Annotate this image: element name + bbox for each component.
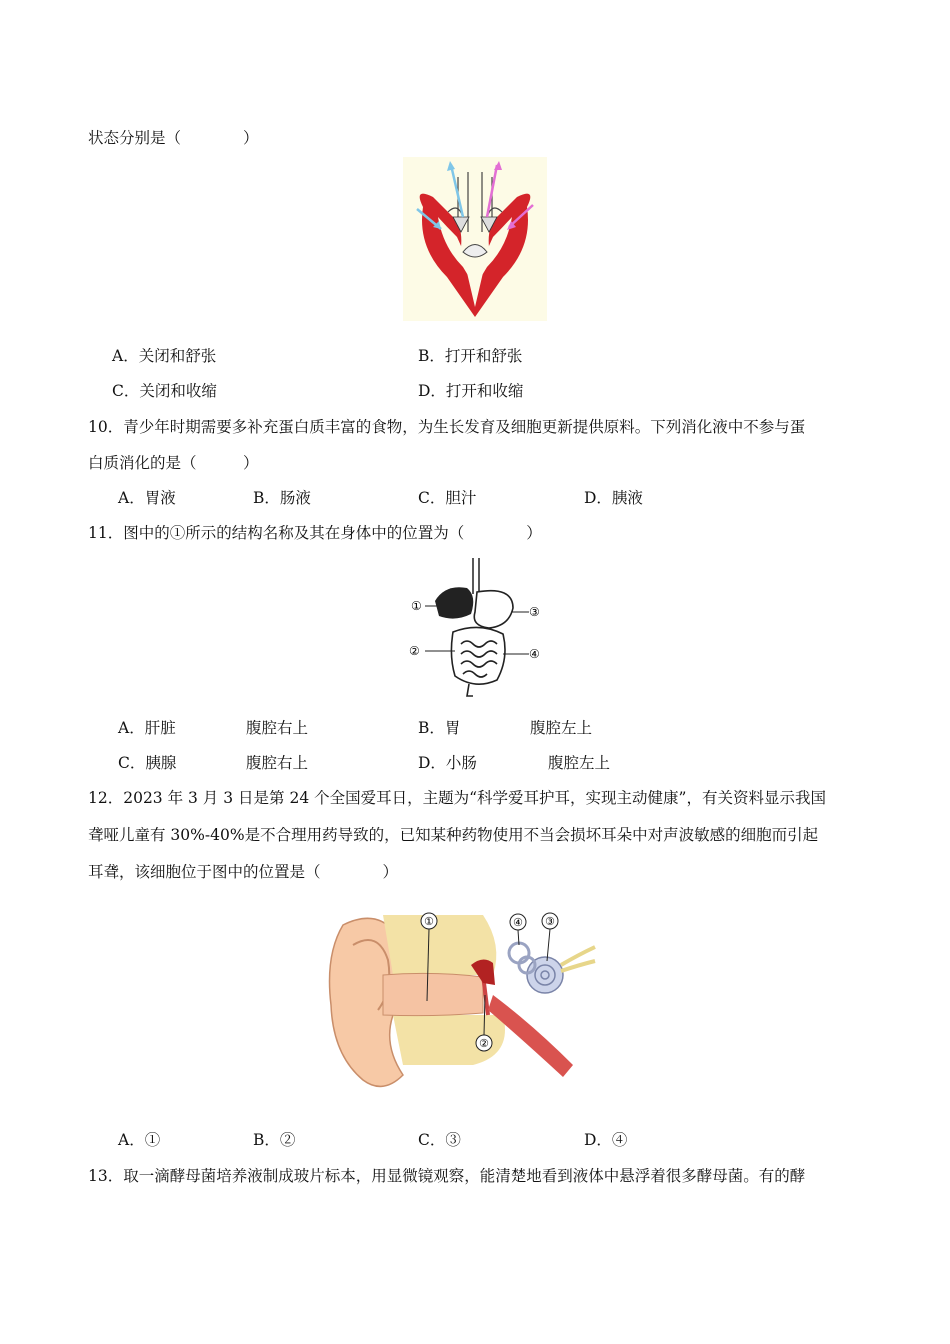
q12-label-3: ③ [545, 915, 555, 928]
q12-line2: 聋哑儿童有 30%-40%是不合理用药导致的，已知某种药物使用不当会损坏耳朵中对声波敏感的细胞而引起 [88, 826, 819, 844]
ear-diagram [323, 905, 598, 1095]
q9-option-d[interactable]: D．打开和收缩 [418, 382, 524, 400]
q12-option-d[interactable]: D．④ [584, 1131, 628, 1149]
q11-option-d-label: D．小肠 [418, 754, 477, 772]
q11-label-4: ④ [529, 647, 540, 661]
q9-option-a[interactable]: A．关闭和舒张 [112, 347, 217, 365]
heart-diagram [403, 157, 547, 321]
q12-line3: 耳聋，该细胞位于图中的位置是（ ） [88, 863, 399, 881]
q12-label-1: ① [424, 915, 434, 928]
q11-option-c-position: 腹腔右上 [246, 754, 309, 772]
q11-option-d[interactable] [418, 753, 477, 773]
q10-option-a[interactable]: A．胃液 [118, 489, 176, 507]
q10-option-b[interactable]: B．肠液 [253, 489, 311, 507]
q11-option-d-position: 腹腔左上 [548, 754, 611, 772]
q9-option-c[interactable]: C．关闭和收缩 [112, 382, 217, 400]
q13-line1: 13．取一滴酵母菌培养液制成玻片标本，用显微镜观察，能清楚地看到液体中悬浮着很多酵母菌。有的酵 [88, 1167, 806, 1185]
q11-label-1: ① [411, 599, 422, 613]
q11-label-3: ③ [529, 605, 540, 619]
q12-line1: 12．2023 年 3 月 3 日是第 24 个全国爱耳日，主题为“科学爱耳护耳，实现主动健康”，有关资料显示我国 [88, 789, 826, 807]
q9-stem: 状态分别是（ ） [88, 129, 259, 147]
digestive-system-diagram [405, 556, 550, 701]
q11-label-2: ② [409, 644, 420, 658]
q10-option-d[interactable]: D．胰液 [584, 489, 643, 507]
q12-option-a[interactable]: A．① [118, 1131, 161, 1149]
q11-option-a-label: A．肝脏 [118, 719, 176, 737]
q11-option-b-label: B．胃 [418, 719, 461, 737]
q10-line2: 白质消化的是（ ） [88, 454, 259, 472]
q11-option-a[interactable] [118, 718, 176, 738]
q11-option-a-position: 腹腔右上 [246, 719, 309, 737]
q12-option-b[interactable]: B．② [253, 1131, 296, 1149]
q11-option-b[interactable] [418, 718, 460, 738]
q10-line1: 10．青少年时期需要多补充蛋白质丰富的食物，为生长发育及细胞更新提供原料。下列消化液中不参与蛋 [88, 418, 806, 436]
q10-option-c[interactable]: C．胆汁 [418, 489, 477, 507]
q11-line1: 11．图中的①所示的结构名称及其在身体中的位置为（ ） [88, 524, 542, 542]
q11-option-c[interactable] [118, 753, 176, 773]
q12-option-c[interactable]: C．③ [418, 1131, 461, 1149]
q12-label-4: ④ [513, 916, 523, 929]
q11-option-c-label: C．胰腺 [118, 754, 177, 772]
q11-option-b-position: 腹腔左上 [530, 719, 593, 737]
q12-label-2: ② [479, 1037, 489, 1050]
q9-option-b[interactable]: B．打开和舒张 [418, 347, 523, 365]
